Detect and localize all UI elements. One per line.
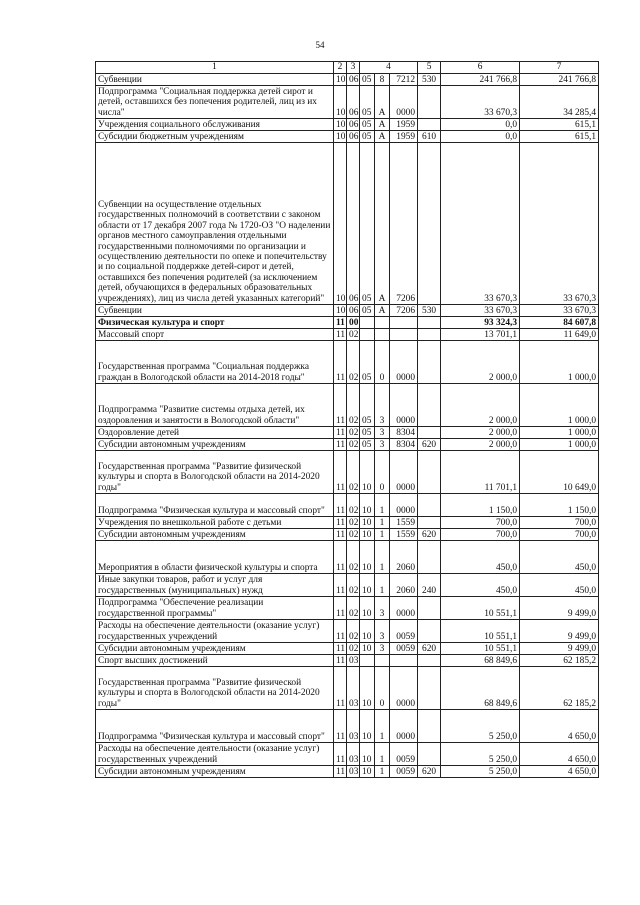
- row-subprogram: 3: [375, 439, 390, 451]
- row-article: 8304: [390, 427, 418, 439]
- row-amount-year1: 0,0: [441, 119, 520, 131]
- header-col-2: 2: [334, 62, 347, 74]
- row-subprogram: 3: [375, 384, 390, 427]
- row-program: 10: [360, 710, 375, 743]
- row-subprogram: А: [375, 305, 390, 317]
- row-chapter: 11: [334, 655, 347, 667]
- row-subprogram: 0: [375, 341, 390, 384]
- row-amount-year1: 450,0: [441, 541, 520, 574]
- row-expense-type: [418, 655, 441, 667]
- table-row: [96, 427, 599, 439]
- row-expense-type: [418, 667, 441, 710]
- table-row: [96, 384, 599, 427]
- row-expense-type: 620: [418, 439, 441, 451]
- row-subprogram: 3: [375, 620, 390, 643]
- table-row: [96, 574, 599, 597]
- row-program: 05: [360, 119, 375, 131]
- row-amount-year2: 4 650,0: [520, 743, 599, 766]
- table-row: [96, 597, 599, 620]
- row-amount-year1: 0,0: [441, 131, 520, 143]
- row-name: Субсидии автономным учреждениям: [96, 439, 334, 451]
- page-number: 54: [315, 40, 325, 50]
- row-amount-year1: 33 670,3: [441, 86, 520, 119]
- row-program: 05: [360, 131, 375, 143]
- row-name: Субвенции на осуществление отдельных государственных полномочий в соответствии с законом области от 17 декабря 2007 года № 1720-ОЗ "О наделении органов местного самоуправления отдельными государственными полномочиями по организации и осуществлению деятельности по опеке и попечительству и по социальной поддержке детей-сирот и детей, оставшихся без попечения родителей (за исключением детей, обучающихся в федеральных образовательных учреждениях), лиц из числа детей указанных категорий": [96, 143, 334, 305]
- row-amount-year2: 9 499,0: [520, 620, 599, 643]
- row-section: 03: [347, 667, 360, 710]
- row-chapter: 11: [334, 329, 347, 341]
- row-section: 02: [347, 597, 360, 620]
- row-amount-year1: 2 000,0: [441, 341, 520, 384]
- row-article: 1959: [390, 119, 418, 131]
- row-subprogram: 1: [375, 743, 390, 766]
- row-chapter: 10: [334, 305, 347, 317]
- row-chapter: 10: [334, 86, 347, 119]
- row-amount-year2: 33 670,3: [520, 143, 599, 305]
- table-row: [96, 667, 599, 710]
- row-amount-year1: 5 250,0: [441, 710, 520, 743]
- row-section: 02: [347, 643, 360, 655]
- row-chapter: 11: [334, 494, 347, 517]
- row-chapter: 11: [334, 574, 347, 597]
- row-section: 02: [347, 541, 360, 574]
- row-chapter: 10: [334, 74, 347, 86]
- row-amount-year1: 33 670,3: [441, 143, 520, 305]
- row-name: Массовый спорт: [96, 329, 334, 341]
- row-expense-type: [418, 541, 441, 574]
- table-row: [96, 143, 599, 305]
- row-amount-year1: 700,0: [441, 529, 520, 541]
- row-article: 0059: [390, 643, 418, 655]
- row-amount-year1: 5 250,0: [441, 743, 520, 766]
- row-subprogram: [375, 655, 390, 667]
- table-row: [96, 451, 599, 494]
- row-chapter: 11: [334, 766, 347, 778]
- row-article: 7206: [390, 143, 418, 305]
- row-amount-year2: 84 607,8: [520, 317, 599, 329]
- row-section: 06: [347, 131, 360, 143]
- table-row: [96, 541, 599, 574]
- row-program: 05: [360, 305, 375, 317]
- row-article: 0000: [390, 86, 418, 119]
- row-expense-type: [418, 597, 441, 620]
- header-col-5: 5: [418, 62, 441, 74]
- row-section: 02: [347, 620, 360, 643]
- row-section: 00: [347, 317, 360, 329]
- table-row: [96, 119, 599, 131]
- row-amount-year2: 4 650,0: [520, 766, 599, 778]
- row-name: Расходы на обеспечение деятельности (оказание услуг) государственных учреждений: [96, 743, 334, 766]
- row-program: 10: [360, 766, 375, 778]
- row-chapter: 11: [334, 439, 347, 451]
- row-expense-type: [418, 329, 441, 341]
- row-expense-type: [418, 620, 441, 643]
- table-row: [96, 743, 599, 766]
- row-amount-year2: 11 649,0: [520, 329, 599, 341]
- row-amount-year2: 700,0: [520, 517, 599, 529]
- row-program: 05: [360, 439, 375, 451]
- row-article: 0000: [390, 451, 418, 494]
- table-row: [96, 766, 599, 778]
- row-article: [390, 329, 418, 341]
- row-expense-type: [418, 451, 441, 494]
- row-amount-year1: 700,0: [441, 517, 520, 529]
- row-name: Субсидии автономным учреждениям: [96, 529, 334, 541]
- row-article: 2060: [390, 541, 418, 574]
- row-expense-type: 620: [418, 529, 441, 541]
- row-amount-year1: 10 551,1: [441, 643, 520, 655]
- row-name: Подпрограмма "Социальная поддержка детей сирот и детей, оставшихся без попечения родителей, лиц из их числа": [96, 86, 334, 119]
- table-row: [96, 341, 599, 384]
- header-col-7: 7: [520, 62, 599, 74]
- row-section: 03: [347, 710, 360, 743]
- row-chapter: 11: [334, 341, 347, 384]
- table-row: [96, 710, 599, 743]
- row-chapter: 11: [334, 317, 347, 329]
- header-col-3: 3: [347, 62, 360, 74]
- row-amount-year1: 1 150,0: [441, 494, 520, 517]
- row-amount-year2: 10 649,0: [520, 451, 599, 494]
- row-program: 10: [360, 743, 375, 766]
- row-section: 06: [347, 143, 360, 305]
- row-article: 0000: [390, 667, 418, 710]
- row-section: 02: [347, 529, 360, 541]
- row-chapter: 11: [334, 517, 347, 529]
- row-program: 10: [360, 597, 375, 620]
- row-chapter: 11: [334, 710, 347, 743]
- row-amount-year1: 2 000,0: [441, 384, 520, 427]
- row-chapter: 10: [334, 131, 347, 143]
- row-section: 03: [347, 743, 360, 766]
- row-article: 0000: [390, 384, 418, 427]
- row-amount-year2: 33 670,3: [520, 305, 599, 317]
- row-chapter: 10: [334, 119, 347, 131]
- row-expense-type: [418, 427, 441, 439]
- row-subprogram: А: [375, 86, 390, 119]
- row-program: 05: [360, 384, 375, 427]
- table-row: [96, 329, 599, 341]
- row-amount-year2: 241 766,8: [520, 74, 599, 86]
- row-name: Учреждения по внешкольной работе с детьми: [96, 517, 334, 529]
- row-section: 06: [347, 74, 360, 86]
- row-subprogram: 0: [375, 667, 390, 710]
- row-subprogram: 3: [375, 427, 390, 439]
- row-section: 03: [347, 766, 360, 778]
- row-subprogram: А: [375, 119, 390, 131]
- table-row: [96, 494, 599, 517]
- row-amount-year1: 450,0: [441, 574, 520, 597]
- row-name: Субсидии автономным учреждениям: [96, 766, 334, 778]
- row-subprogram: 1: [375, 529, 390, 541]
- table-row: [96, 131, 599, 143]
- row-chapter: 11: [334, 643, 347, 655]
- row-amount-year2: 1 000,0: [520, 341, 599, 384]
- row-amount-year1: 68 849,6: [441, 667, 520, 710]
- row-chapter: 11: [334, 667, 347, 710]
- row-amount-year2: 4 650,0: [520, 710, 599, 743]
- row-expense-type: [418, 341, 441, 384]
- row-amount-year2: 9 499,0: [520, 597, 599, 620]
- row-name: Субвенции: [96, 74, 334, 86]
- row-chapter: 11: [334, 529, 347, 541]
- row-article: 7206: [390, 305, 418, 317]
- row-name: Физическая культура и спорт: [96, 317, 334, 329]
- table-row: [96, 439, 599, 451]
- row-subprogram: 1: [375, 710, 390, 743]
- row-name: Субсидии бюджетным учреждениям: [96, 131, 334, 143]
- row-article: 0059: [390, 766, 418, 778]
- row-article: [390, 655, 418, 667]
- row-name: Государственная программа "Социальная поддержка граждан в Вологодской области на 2014-2018 годы": [96, 341, 334, 384]
- row-expense-type: 620: [418, 766, 441, 778]
- row-section: 02: [347, 517, 360, 529]
- row-amount-year1: 2 000,0: [441, 427, 520, 439]
- header-col-6: 6: [441, 62, 520, 74]
- row-amount-year2: 615,1: [520, 119, 599, 131]
- row-expense-type: 530: [418, 74, 441, 86]
- row-section: 06: [347, 86, 360, 119]
- row-name: Расходы на обеспечение деятельности (оказание услуг) государственных учреждений: [96, 620, 334, 643]
- row-expense-type: [418, 517, 441, 529]
- row-expense-type: 610: [418, 131, 441, 143]
- row-chapter: 11: [334, 743, 347, 766]
- row-section: 02: [347, 494, 360, 517]
- row-amount-year2: 62 185,2: [520, 655, 599, 667]
- header-col-4: 4: [360, 62, 418, 74]
- row-subprogram: 0: [375, 451, 390, 494]
- row-program: 05: [360, 74, 375, 86]
- row-amount-year2: 450,0: [520, 574, 599, 597]
- row-expense-type: [418, 743, 441, 766]
- table-row: [96, 529, 599, 541]
- table-row: [96, 86, 599, 119]
- table-row: [96, 655, 599, 667]
- row-subprogram: А: [375, 131, 390, 143]
- row-amount-year1: 10 551,1: [441, 597, 520, 620]
- row-expense-type: [418, 143, 441, 305]
- row-amount-year2: 700,0: [520, 529, 599, 541]
- row-expense-type: [418, 86, 441, 119]
- row-chapter: 10: [334, 143, 347, 305]
- row-name: Оздоровление детей: [96, 427, 334, 439]
- row-name: Мероприятия в области физической культуры и спорта: [96, 541, 334, 574]
- row-article: 1559: [390, 529, 418, 541]
- row-article: 8304: [390, 439, 418, 451]
- row-program: 05: [360, 341, 375, 384]
- row-subprogram: 1: [375, 766, 390, 778]
- row-subprogram: 1: [375, 541, 390, 574]
- row-program: 05: [360, 427, 375, 439]
- row-article: 0059: [390, 743, 418, 766]
- row-amount-year1: 241 766,8: [441, 74, 520, 86]
- row-chapter: 11: [334, 427, 347, 439]
- row-article: 2060: [390, 574, 418, 597]
- row-program: 10: [360, 574, 375, 597]
- table-row: [96, 305, 599, 317]
- row-program: 05: [360, 143, 375, 305]
- row-name: Субсидии автономным учреждениям: [96, 643, 334, 655]
- row-section: 03: [347, 655, 360, 667]
- row-chapter: 11: [334, 541, 347, 574]
- row-article: [390, 317, 418, 329]
- header-col-1: 1: [96, 62, 334, 74]
- row-section: 02: [347, 439, 360, 451]
- row-amount-year1: 33 670,3: [441, 305, 520, 317]
- row-amount-year2: 1 000,0: [520, 427, 599, 439]
- row-article: 0000: [390, 494, 418, 517]
- row-program: 10: [360, 451, 375, 494]
- row-amount-year2: 1 150,0: [520, 494, 599, 517]
- row-program: [360, 655, 375, 667]
- row-expense-type: 620: [418, 643, 441, 655]
- row-section: 02: [347, 451, 360, 494]
- table-row: [96, 317, 599, 329]
- row-name: Государственная программа "Развитие физической культуры и спорта в Вологодской области на 2014-2020 годы": [96, 667, 334, 710]
- table-row: [96, 620, 599, 643]
- row-expense-type: 240: [418, 574, 441, 597]
- row-subprogram: 1: [375, 517, 390, 529]
- row-chapter: 11: [334, 451, 347, 494]
- row-subprogram: [375, 317, 390, 329]
- row-subprogram: 1: [375, 574, 390, 597]
- row-amount-year1: 13 701,1: [441, 329, 520, 341]
- row-amount-year1: 2 000,0: [441, 439, 520, 451]
- row-chapter: 11: [334, 384, 347, 427]
- row-program: [360, 317, 375, 329]
- row-article: 7212: [390, 74, 418, 86]
- row-section: 06: [347, 119, 360, 131]
- row-section: 02: [347, 427, 360, 439]
- row-program: 10: [360, 643, 375, 655]
- row-subprogram: 1: [375, 494, 390, 517]
- row-name: Государственная программа "Развитие физической культуры и спорта в Вологодской области на 2014-2020 годы": [96, 451, 334, 494]
- row-amount-year1: 11 701,1: [441, 451, 520, 494]
- row-expense-type: 530: [418, 305, 441, 317]
- row-expense-type: [418, 384, 441, 427]
- row-section: 02: [347, 574, 360, 597]
- row-name: Подпрограмма "Развитие системы отдыха детей, их оздоровления и занятости в Вологодской области": [96, 384, 334, 427]
- row-program: [360, 329, 375, 341]
- row-amount-year1: 68 849,6: [441, 655, 520, 667]
- row-amount-year1: 5 250,0: [441, 766, 520, 778]
- row-name: Иные закупки товаров, работ и услуг для государственных (муниципальных) нужд: [96, 574, 334, 597]
- row-amount-year1: 10 551,1: [441, 620, 520, 643]
- row-expense-type: [418, 710, 441, 743]
- row-article: 1959: [390, 131, 418, 143]
- row-subprogram: 3: [375, 597, 390, 620]
- row-amount-year2: 615,1: [520, 131, 599, 143]
- row-name: Подпрограмма "Физическая культура и массовый спорт": [96, 494, 334, 517]
- row-chapter: 11: [334, 597, 347, 620]
- row-subprogram: [375, 329, 390, 341]
- table-row: [96, 74, 599, 86]
- row-name: Подпрограмма "Обеспечение реализации государственной программы": [96, 597, 334, 620]
- row-article: 1559: [390, 517, 418, 529]
- row-subprogram: А: [375, 143, 390, 305]
- row-program: 10: [360, 517, 375, 529]
- row-name: Учреждения социального обслуживания: [96, 119, 334, 131]
- row-amount-year2: 9 499,0: [520, 643, 599, 655]
- row-expense-type: [418, 119, 441, 131]
- row-name: Подпрограмма "Физическая культура и массовый спорт": [96, 710, 334, 743]
- row-program: 05: [360, 86, 375, 119]
- row-article: 0000: [390, 597, 418, 620]
- row-name: Субвенции: [96, 305, 334, 317]
- row-amount-year2: 450,0: [520, 541, 599, 574]
- table-row: [96, 643, 599, 655]
- row-article: 0000: [390, 710, 418, 743]
- row-amount-year2: 1 000,0: [520, 439, 599, 451]
- row-program: 10: [360, 529, 375, 541]
- row-expense-type: [418, 494, 441, 517]
- row-program: 10: [360, 667, 375, 710]
- row-subprogram: 8: [375, 74, 390, 86]
- row-section: 06: [347, 305, 360, 317]
- row-name: Спорт высших достижений: [96, 655, 334, 667]
- row-program: 10: [360, 494, 375, 517]
- row-amount-year2: 62 185,2: [520, 667, 599, 710]
- row-amount-year2: 34 285,4: [520, 86, 599, 119]
- row-subprogram: 3: [375, 643, 390, 655]
- row-article: 0059: [390, 620, 418, 643]
- row-article: 0000: [390, 341, 418, 384]
- row-expense-type: [418, 317, 441, 329]
- row-section: 02: [347, 329, 360, 341]
- table-row: [96, 517, 599, 529]
- budget-table: [95, 61, 599, 778]
- row-section: 02: [347, 341, 360, 384]
- header-row: [96, 62, 599, 74]
- row-program: 10: [360, 541, 375, 574]
- row-chapter: 11: [334, 620, 347, 643]
- row-section: 02: [347, 384, 360, 427]
- row-amount-year2: 1 000,0: [520, 384, 599, 427]
- row-program: 10: [360, 620, 375, 643]
- row-amount-year1: 93 324,3: [441, 317, 520, 329]
